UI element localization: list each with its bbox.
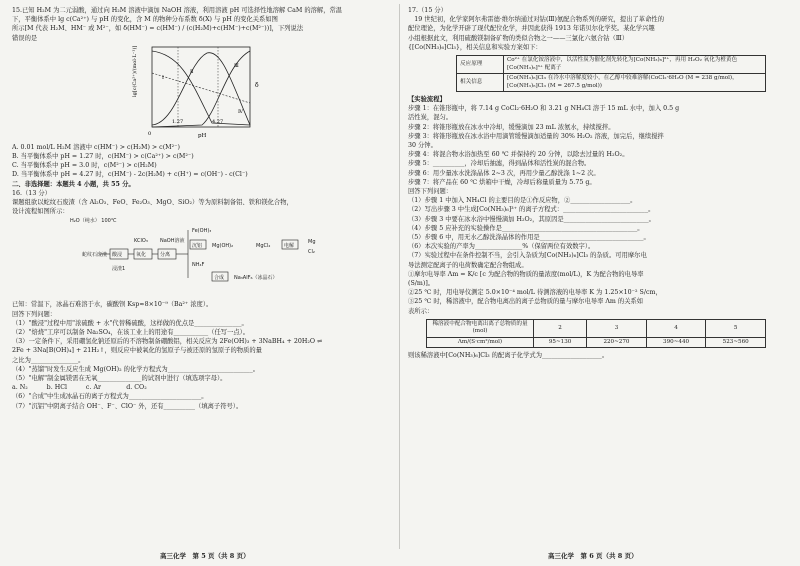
section-2-heading: 二、非选择题：本题共 4 小题，共 55 分。 — [12, 180, 135, 188]
q16-intro: 课题组欲以蛇纹石废渣（含 Al₂O₃、FeO、Fe₂O₃、MgO、SiO₂）等为原料制备铝、铁和镁化合物， — [12, 199, 293, 207]
q17-intro: 配位理论，为化学开辟了现代配位化学，并因此获得 1913 年诺贝尔化学奖。某化学兴趣 — [408, 25, 655, 33]
graph-v1: 1.27 — [172, 118, 184, 125]
process-title: 【实验流程】 — [408, 96, 446, 104]
table-header: Λm/(S·cm²/mol) — [427, 337, 534, 348]
q17-item: （1）步骤 1 中加入 NH₄Cl 的主要目的是①作反应物，②___________________。 — [408, 197, 637, 205]
graph-xlabel: pH — [198, 132, 207, 139]
q16-item: a. N₂ b. HCl c. Ar d. CO₂ — [12, 384, 147, 392]
q17-intro: 小组根据此文，利用硫酸镁制备矿物的类似合物之一——三氯化六氨合钴（Ⅲ） — [408, 34, 629, 42]
q16-ask: 回答下列问题： — [12, 310, 57, 318]
table-cell-key: 相关信息 — [457, 74, 504, 92]
table-cell: 4 — [646, 319, 706, 337]
q16-item: 2Fe + 3Na[B(OH)₄] + 21H₂↑，则反应中被氧化的氢原子与被还原的氢原子的物质的量 — [12, 347, 262, 355]
q15-graph — [12, 43, 390, 143]
table-cell: 95~130 — [534, 337, 587, 348]
graph-origin: 0 — [148, 130, 152, 137]
q17-step: 步骤 6：用少量冰水洗涤晶体 2~3 次，再用少量乙醇洗涤 1~2 次。 — [408, 169, 600, 177]
q15-line: 错误的是 — [12, 34, 38, 42]
table-row — [427, 319, 766, 337]
q17-formula: (S/m)]。 — [408, 280, 435, 288]
q15-option-d: D. 当平衡体系中 pH = 4.27 时，c(HM⁻) - 2c(H₂M) + c(H⁺) = c(OH⁻) - c(Cl⁻) — [12, 171, 248, 179]
q16-flowchart — [12, 216, 390, 300]
q15-option-b: B. 当平衡体系中 pH = 1.27 时，c(HM⁻) > c(Ca²⁺) > c(M²⁻) — [12, 153, 194, 161]
q17-item: （6）本次实验的产率为_______________%（保留两位有效数字）。 — [408, 243, 595, 251]
table-cell: 5 — [706, 319, 766, 337]
question-16 — [12, 189, 390, 411]
page-divider — [399, 4, 400, 549]
q15-option-a: A. 0.01 mol/L H₂M 溶液中 c(HM⁻) > c(H₂M) > c(M²⁻) — [12, 143, 180, 151]
q16-intro: 设计流程如图所示： — [12, 208, 69, 216]
q17-step: 活性炭，混匀。 — [408, 114, 453, 122]
table-header: 稀溶液中配合物电离出离子总物质的量(mol) — [427, 319, 534, 337]
table-row — [457, 74, 766, 92]
q17-step: 步骤 5：__________，冷却后抽滤，得到晶体和活性炭的混合物。 — [408, 160, 591, 168]
q16-item: 之比为_______________。 — [12, 356, 85, 364]
table-cell: 2 — [534, 319, 587, 337]
table-cell: 3 — [587, 319, 647, 337]
q17-conductance-table — [426, 319, 766, 349]
q17-item: 导法测定配离子的电荷数确定配合物组成。 — [408, 261, 528, 269]
q17-step: 步骤 3：将锥形瓶放在冰水浴中用滴管缓慢滴加适量的 30% H₂O₂ 溶液，加完后，继续搅拌 — [408, 132, 664, 140]
graph-y2label: δ — [255, 81, 259, 89]
q17-item: （5）步骤 6 中，用无水乙醇洗涤晶体的作用是_________________________________。 — [408, 234, 650, 242]
table-row — [457, 56, 766, 74]
q16-head: 16.（13 分） — [12, 189, 51, 197]
flow-step-separate: 分离 — [160, 252, 171, 259]
q17-head: 17.（15 分） — [408, 7, 447, 14]
q17-step: 步骤 4：将混合物水浴加热至 60 ℃ 并保持约 20 分钟，以除去过量的 H₂O₂。 — [408, 151, 629, 159]
table-row — [427, 337, 766, 348]
q15-line: 15.已知 H₂M 为二元弱酸，通过向 H₂M 溶液中滴加 NaOH 溶液，利用溶液 pH 可选择性地溶解 CaM 的溶解，常温 — [12, 7, 343, 14]
flow-mgoh2: Mg(OH)₂ — [212, 243, 234, 250]
graph-v2: 4.27 — [212, 118, 224, 125]
q16-item: （3）一定条件下，采用硼氢化钠还原后的不溶物制备硼酸铝，相关反应为 2Fe(OH)₃ + 3NaBH₄ + 20H₂O ⇌ — [12, 338, 323, 346]
q16-item: （6）"合成"中生成冰晶石的离子方程式为_______________________。 — [12, 393, 208, 401]
curve-label: Ⅳ — [238, 108, 243, 115]
table-cell: 523~560 — [706, 337, 766, 348]
q17-intro: {[Co(NH₃)₆]Cl₃}，相关信息和实验方案如下： — [408, 43, 542, 51]
flow-reagent-kclo3: KClO₃ — [134, 238, 148, 245]
flow-raw: 蛇纹石废渣 — [82, 252, 108, 259]
question-15 — [12, 6, 390, 180]
left-page — [12, 6, 390, 411]
flow-step-precip: 沉铝 — [192, 243, 203, 250]
q17-step: 步骤 2：将锥形瓶放在冰水中冷却，缓慢滴加 23 mL 浓氨水，持续搅拌。 — [408, 123, 615, 131]
q16-item: （7）"沉铝"中阴离子结合 OH⁻、F⁻、ClO⁻ 外，还有__________（填离子符号）。 — [12, 402, 243, 410]
q16-item: （4）"蒸馏"时发生反应生成 Mg(OH)₂ 的化学方程式为___________________________。 — [12, 365, 260, 373]
flow-top: H₂O（纯水） 100℃ — [70, 218, 117, 225]
table-cell-key: 反应原理 — [457, 56, 504, 74]
flow-feoh3: Fe(OH)₃ — [192, 228, 212, 235]
curve-label: Ⅲ — [234, 62, 239, 69]
table-cell-value: [Co(NH₃)₆]Cl₃ 在冷水中溶解度较小，在乙醇中较难溶解(CoCl₂·6H₂O (M = 238 g/mol)，[Co(NH₃)₆]Cl₃ (M = 267.5 g/mol)) — [504, 74, 766, 92]
flow-cl2: Cl₂ — [308, 249, 315, 256]
flow-step-electrolysis: 电解 — [284, 243, 295, 250]
right-page-footer: 高三化学 第 6 页（共 8 页） — [548, 552, 638, 560]
right-page — [408, 6, 790, 361]
q17-info-table — [456, 55, 766, 92]
q17-condition: ②25 ℃ 时，用电导仪测定 5.0×10⁻⁴ mol/L 待测溶液的电导率 K 为 1.25×10⁻² S/cm， — [408, 289, 662, 297]
q17-item: （3）步骤 3 中要在冰水浴中慢慢滴加 H₂O₂，其原因是___________________________。 — [408, 215, 655, 223]
flow-step-synthesis: 合成 — [214, 275, 225, 282]
curve-label: Ⅰ — [162, 74, 164, 81]
flow-reagent-naoh: NaOH溶液 — [160, 238, 185, 245]
q17-step: 步骤 1：在锥形瓶中，将 7.14 g CoCl₂·6H₂O 和 3.21 g NH₄Cl 溶于 15 mL 水中，加入 0.5 g — [408, 105, 680, 113]
q17-condition: ③25 ℃ 时，稀溶液中，配合物电离出的离子总物质的量与摩尔电导率 Λm 的关系如 — [408, 298, 644, 306]
graph-ylabel: lg[c(Ca²⁺)/(mol·L⁻¹)] — [132, 45, 138, 97]
table-cell: 390~440 — [646, 337, 706, 348]
q15-option-c: C. 当平衡体系中 pH = 3.0 时，c(M²⁻) > c(H₂M) — [12, 162, 157, 170]
flow-step-acid: 酸浸 — [112, 252, 123, 259]
q17-ask: 回答下列问题： — [408, 188, 453, 196]
q15-line: 下，平衡体系中 lg c(Ca²⁺) 与 pH 的变化，含 M 的物种分布系数 δ(X) 与 pH 的变化关系如图 — [12, 16, 278, 24]
left-page-footer: 高三化学 第 5 页（共 8 页） — [160, 552, 250, 560]
q17-item: （2）写出步骤 3 中生成[Co(NH₃)₆]³⁺ 的离子方程式：___________________________。 — [408, 206, 655, 214]
q17-item: （4）步骤 5 应补充的实验操作是___________________________________________。 — [408, 224, 644, 232]
q17-step: 步骤 7：将产品在 60 ℃ 烘箱中干燥，冷却后称量质量为 5.75 g。 — [408, 178, 596, 186]
q17-condition: 表所示： — [408, 307, 434, 315]
q16-item: （5）"电解"制金属镁需在无氧______________的试剂中进行（填选项字母）。 — [12, 375, 227, 383]
flow-mg: Mg — [308, 239, 316, 246]
q15-line: 所示[M 代表 H₂M、HM⁻ 或 M²⁻，如 δ(HM⁻) = c(HM⁻) / (c(H₂M)+c(HM⁻)+c(M²⁻))]，下列说法 — [12, 25, 304, 33]
q17-last: 则该稀溶液中[Co(NH₃)₆]Cl₃ 的配离子化学式为___________________。 — [408, 352, 609, 360]
q16-item: （2）"焙烧"工序可以制备 Na₂SO₄，在该工业上的用途有___________（任写一点）。 — [12, 329, 250, 337]
table-cell-value: Co²⁺ 在氯化铵溶液中，以活性炭为催化剂先转化为[Co(NH₃)₆]²⁺，再用 H₂O₂ 氧化为橙黄色[Co(NH₃)₆]³⁺ 配离子 — [504, 56, 766, 74]
flow-mgcl2: MgCl₂ — [256, 243, 271, 250]
flow-step-oxidize: 氧化 — [136, 252, 147, 259]
flow-residue: 浸渣1 — [112, 266, 126, 273]
flow-nh4f: NH₄F — [192, 262, 205, 269]
q16-item: （1）"酸浸"过程中用"浓硫酸 + 水"代替稀硫酸，这样做的优点是_______________。 — [12, 319, 248, 327]
q17-formula: ①摩尔电导率 Λm = K/c [c 为配合物的物质的量浓度(mol/L)，K 为配合物的电导率 — [408, 270, 644, 278]
q16-note: 已知：常温下，冰晶石难溶于水，碳酸钡 Ksp≈8×10⁻⁹（Ba²⁺ 浓度）。 — [12, 301, 213, 309]
q17-item: （7）实验过程中在条件控制不当，会引入杂质为[Co(NH₃)₆]Cl₃ 的杂质。可用摩尔电 — [408, 252, 647, 260]
curve-label: Ⅱ — [190, 68, 194, 75]
table-cell: 220~270 — [587, 337, 647, 348]
flow-cryolite: Na₃AlF₆（冰晶石） — [234, 275, 278, 282]
q17-intro: 19 世纪初，化学家阿尔弗雷德·维尔纳通过对钴(Ⅲ)氨配合物系列的研究，提出了革命性的 — [408, 16, 664, 24]
q17-step: 30 分钟。 — [408, 142, 437, 150]
